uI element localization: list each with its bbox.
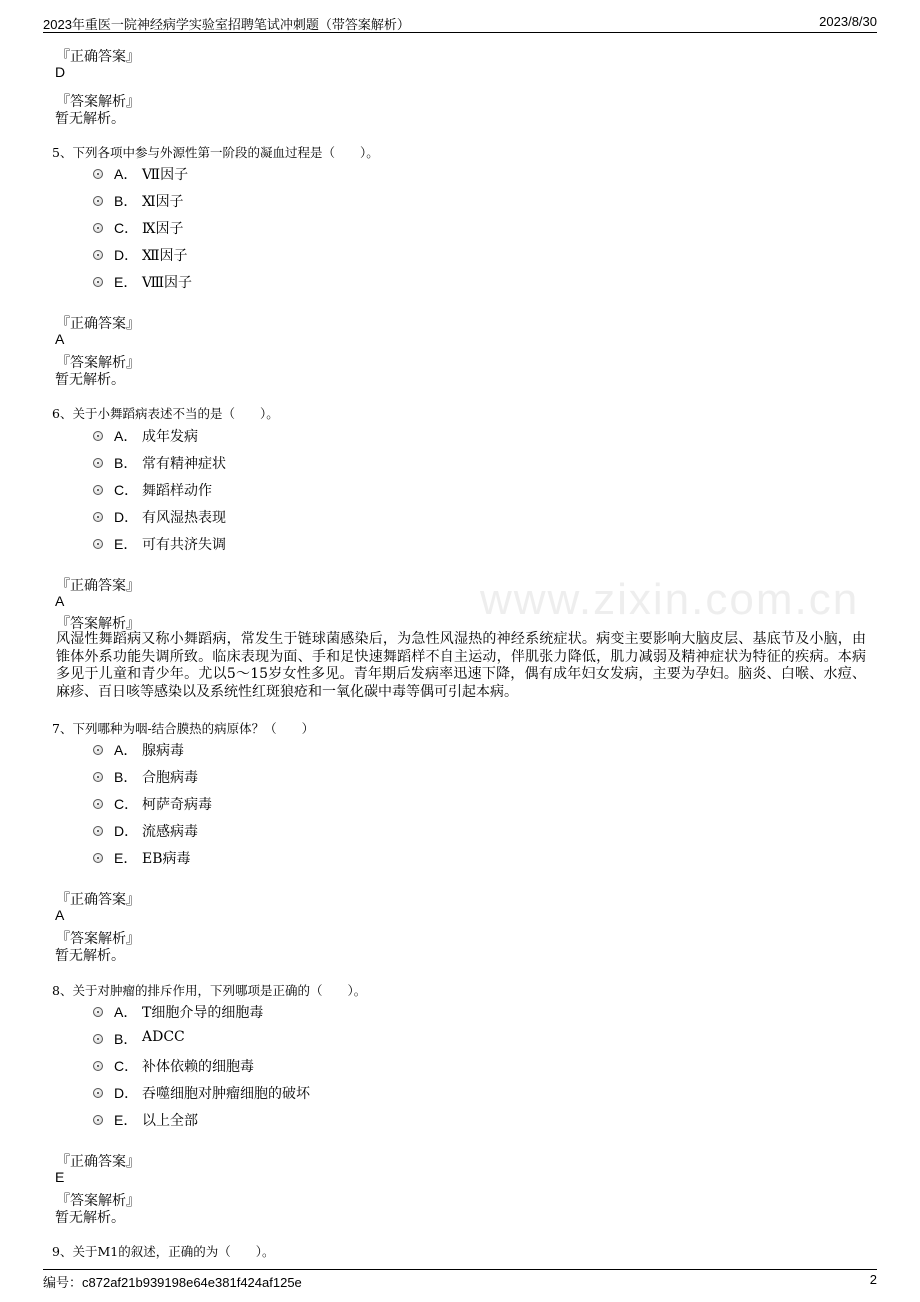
radio-button-icon[interactable] <box>93 1115 103 1125</box>
radio-button-icon[interactable] <box>93 1007 103 1017</box>
answer-value: D <box>55 64 66 80</box>
radio-button-icon[interactable] <box>93 512 103 522</box>
question-stem: 6、关于小舞蹈病表述不当的是（ ）。 <box>52 406 279 421</box>
answer-label: 『正确答案』 <box>56 49 140 65</box>
radio-button-icon[interactable] <box>93 799 103 809</box>
radio-button-icon[interactable] <box>93 539 103 549</box>
radio-button-icon[interactable] <box>93 485 103 495</box>
radio-button-icon[interactable] <box>93 1061 103 1071</box>
analysis-text: 暂无解析。 <box>55 948 125 964</box>
analysis-text: 暂无解析。 <box>55 111 125 127</box>
radio-button-icon[interactable] <box>93 431 103 441</box>
radio-button-icon[interactable] <box>93 169 103 179</box>
radio-button-icon[interactable] <box>93 458 103 468</box>
question-stem: 5、下列各项中参与外源性第一阶段的凝血过程是（ ）。 <box>52 145 379 160</box>
analysis-label: 『答案解析』 <box>56 94 140 110</box>
radio-button-icon[interactable] <box>93 1088 103 1098</box>
question-stem: 9、关于M1的叙述，正确的为（ ）。 <box>52 1244 275 1259</box>
question-stem: 7、下列哪种为咽-结合膜热的病原体？（ ） <box>52 721 315 736</box>
radio-button-icon[interactable] <box>93 826 103 836</box>
radio-button-icon[interactable] <box>93 1034 103 1044</box>
answer-value: A <box>55 331 65 347</box>
page-footer <box>43 1269 877 1290</box>
document-date: 2023/8/30 <box>819 14 877 29</box>
radio-button-icon[interactable] <box>93 745 103 755</box>
answer-label: 『正确答案』 <box>56 1154 140 1170</box>
radio-button-icon[interactable] <box>93 250 103 260</box>
analysis-label: 『答案解析』 <box>56 931 140 947</box>
document-title: 2023年重医一院神经病学实验室招聘笔试冲刺题（带答案解析） <box>43 17 410 32</box>
page-header <box>43 12 877 33</box>
document-code: 编号：c872af21b939198e64e381f424af125e <box>43 1275 302 1290</box>
radio-button-icon[interactable] <box>93 196 103 206</box>
radio-button-icon[interactable] <box>93 772 103 782</box>
answer-label: 『正确答案』 <box>56 578 140 594</box>
answer-value: A <box>55 907 65 923</box>
answer-label: 『正确答案』 <box>56 892 140 908</box>
answer-value: E <box>55 1169 65 1185</box>
analysis-text: 暂无解析。 <box>55 372 125 388</box>
answer-label: 『正确答案』 <box>56 316 140 332</box>
question-stem: 8、关于对肿瘤的排斥作用，下列哪项是正确的（ ）。 <box>52 983 367 998</box>
analysis-paragraph: 风湿性舞蹈病又称小舞蹈病，常发生于链球菌感染后，为急性风湿热的神经系统症状。病变主要影响大脑皮层、基底节及小脑，由锥体外系功能失调所致。临床表现为面、手和足快速舞蹈样不自主运动，伴肌张力降低，肌力减弱及精神症状为特征的疾病。本病多见于儿童和青少年。尤以5～15岁女性多见。青年期后发病率迅速下降，偶有成年妇女发病，主要为孕妇。脑炎、白喉、水痘、麻疹、百日咳等感染以及系统性红斑狼疮和一氧化碳中毒等偶可引起本病。 <box>56 631 866 700</box>
analysis-label: 『答案解析』 <box>56 616 140 632</box>
radio-button-icon[interactable] <box>93 277 103 287</box>
analysis-label: 『答案解析』 <box>56 1193 140 1209</box>
answer-value: A <box>55 593 65 609</box>
analysis-label: 『答案解析』 <box>56 355 140 371</box>
radio-button-icon[interactable] <box>93 223 103 233</box>
watermark: www.zixin.com.cn <box>480 575 860 624</box>
radio-button-icon[interactable] <box>93 853 103 863</box>
page-number: 2 <box>869 1272 877 1287</box>
analysis-text: 暂无解析。 <box>55 1210 125 1226</box>
